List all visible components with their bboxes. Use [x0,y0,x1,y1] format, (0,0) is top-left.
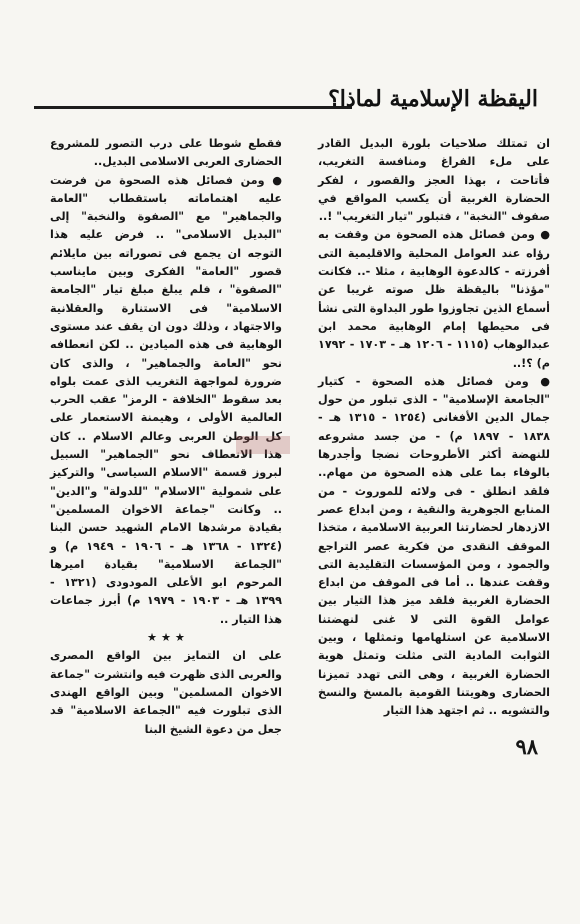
paragraph: ● ومن فصائل هذه الصحوة من فرضت عليه اهتماماته باستقطاب "العامة والجماهير" مع "الصفوة والنخبة" إلى "البديل الاسلامى" .. فرض عليه هذا التوجه ان يجمع فى تصوراته بين مايلائم قصور "العامة" الفكرى وبين مايناسب "الصفوة" ، فلم يبلغ مبلغ تيار "الجامعة الاسلامية" فى الاستنارة والعقلانية والاجتهاد ، وذلك دون ان يقف عند مستوى الوهابية فى هذه الميادين .. لكن انعطافه نحو "العامة والجماهير" ، والذى كان ضرورة لمواجهة التغريب الذى عمت بلواه بعد سقوط "الخلافة - الرمز" عقب الحرب العالمية الأولى ، وهيمنة الاستعمار على كل الوطن العربى وعالم الاسلام .. كان هذا الانعطاف نحو "الجماهير" السبيل لبروز قسمة "الاسلام السياسى" والتركيز على شمولية "الاسلام" "للدولة" و"الدين" .. وكانت "جماعة الاخوان المسلمين" بقيادة مرشدها الامام الشهيد حسن البنا (١٣٢٤ - ١٣٦٨ هـ - ١٩٠٦ - ١٩٤٩ م) و "الجماعة الاسلامية" بقيادة اميرها المرحوم ابو الأعلى المودودى (١٣٢١ - ١٣٩٩ هـ - ١٩٠٣ - ١٩٧٩ م) أبرز جماعات هذا التيار .. [50,173,282,626]
paragraph: ان تمتلك صلاحيات بلورة البديل القادر على ملء الفراغ ومنافسة التغريب، فأتاحت ، بهذا العجز والقصور ، لفكر الحضارة الغربية أن يكسب المواقع في صفوف "النخبة" ، فتبلور "تيار التغريب" !.. [318,137,550,224]
paragraph: على ان التمايز بين الواقع المصرى والعربى الذى ظهرت فيه وانتشرت "جماعة الاخوان المسلمين" وبين الواقع الهندى الذى تبلورت فيه "الجماعة الاسلامية" قد جعل من دعوة الشيخ البنا [50,649,282,736]
paragraph: ● ومن فصائل هذه الصحوة من وقفت به رؤاه عند العوامل المحلية والاقليمية التى أفرزته - كالدعوة الوهابية ، مثلا -.. فكانت "مؤذنا" باليقظة ظل صوته غريبا عن أسماع الذين تجاوزوا طور البداوة التى نشأ فى محيطها إمام الوهابية محمد ابن عبدالوهاب (١١١٥ - ١٢٠٦ هـ - ١٧٠٣ - ١٧٩٢ م) ؟!.. [318,228,550,370]
left-column [50,135,282,739]
paragraph: ● ومن فصائل هذه الصحوة - كتيار "الجامعة الإسلامية" - الذى تبلور من حول جمال الدين الأفغانى (١٢٥٤ - ١٣١٥ هـ - ١٨٣٨ - ١٨٩٧ م) - من جسد مشروعه للنهضة أكثر الأطروحات نضجا وأجدرها بالوفاء بما على هذه الصحوة من مهام.. فلقد انطلق - فى ولائه للموروث - من المنابع الجوهرية والنقية ، ومن ابداع عصر الازدهار لحضارتنا العربية الاسلامية ، متخذا الموقف النقدى من فكرية عصر التراجع والجمود ، ومن المؤسسات التقليدية التى وقفت عندها .. أما فى الموقف من ابداع الحضارة الغربية فلقد ميز هذا التيار بين عوامل القوة التى لا غنى لنهضتنا الاسلامية عن استلهامها وتمثلها ، وبين الثوابت المادية التى مثلت وتمثل هوية الحضارة الغربية ، وهى التى تهدد تميزنا الحضارى وهويتنا القومية بالمسخ والنسخ والتشويه .. ثم اجتهد هذا التيار [318,374,551,718]
header-rule [34,106,352,109]
page-title: اليقظة الإسلامية لماذا؟ [328,86,538,112]
paragraph: فقطع شوطا على درب التصور للمشروع الحضارى العربى الاسلامى البديل.. [50,137,282,169]
page-number: ٩٨ [515,734,538,759]
running-header [34,82,538,122]
right-column [318,135,550,721]
section-separator: ★ ★ ★ [147,631,185,645]
